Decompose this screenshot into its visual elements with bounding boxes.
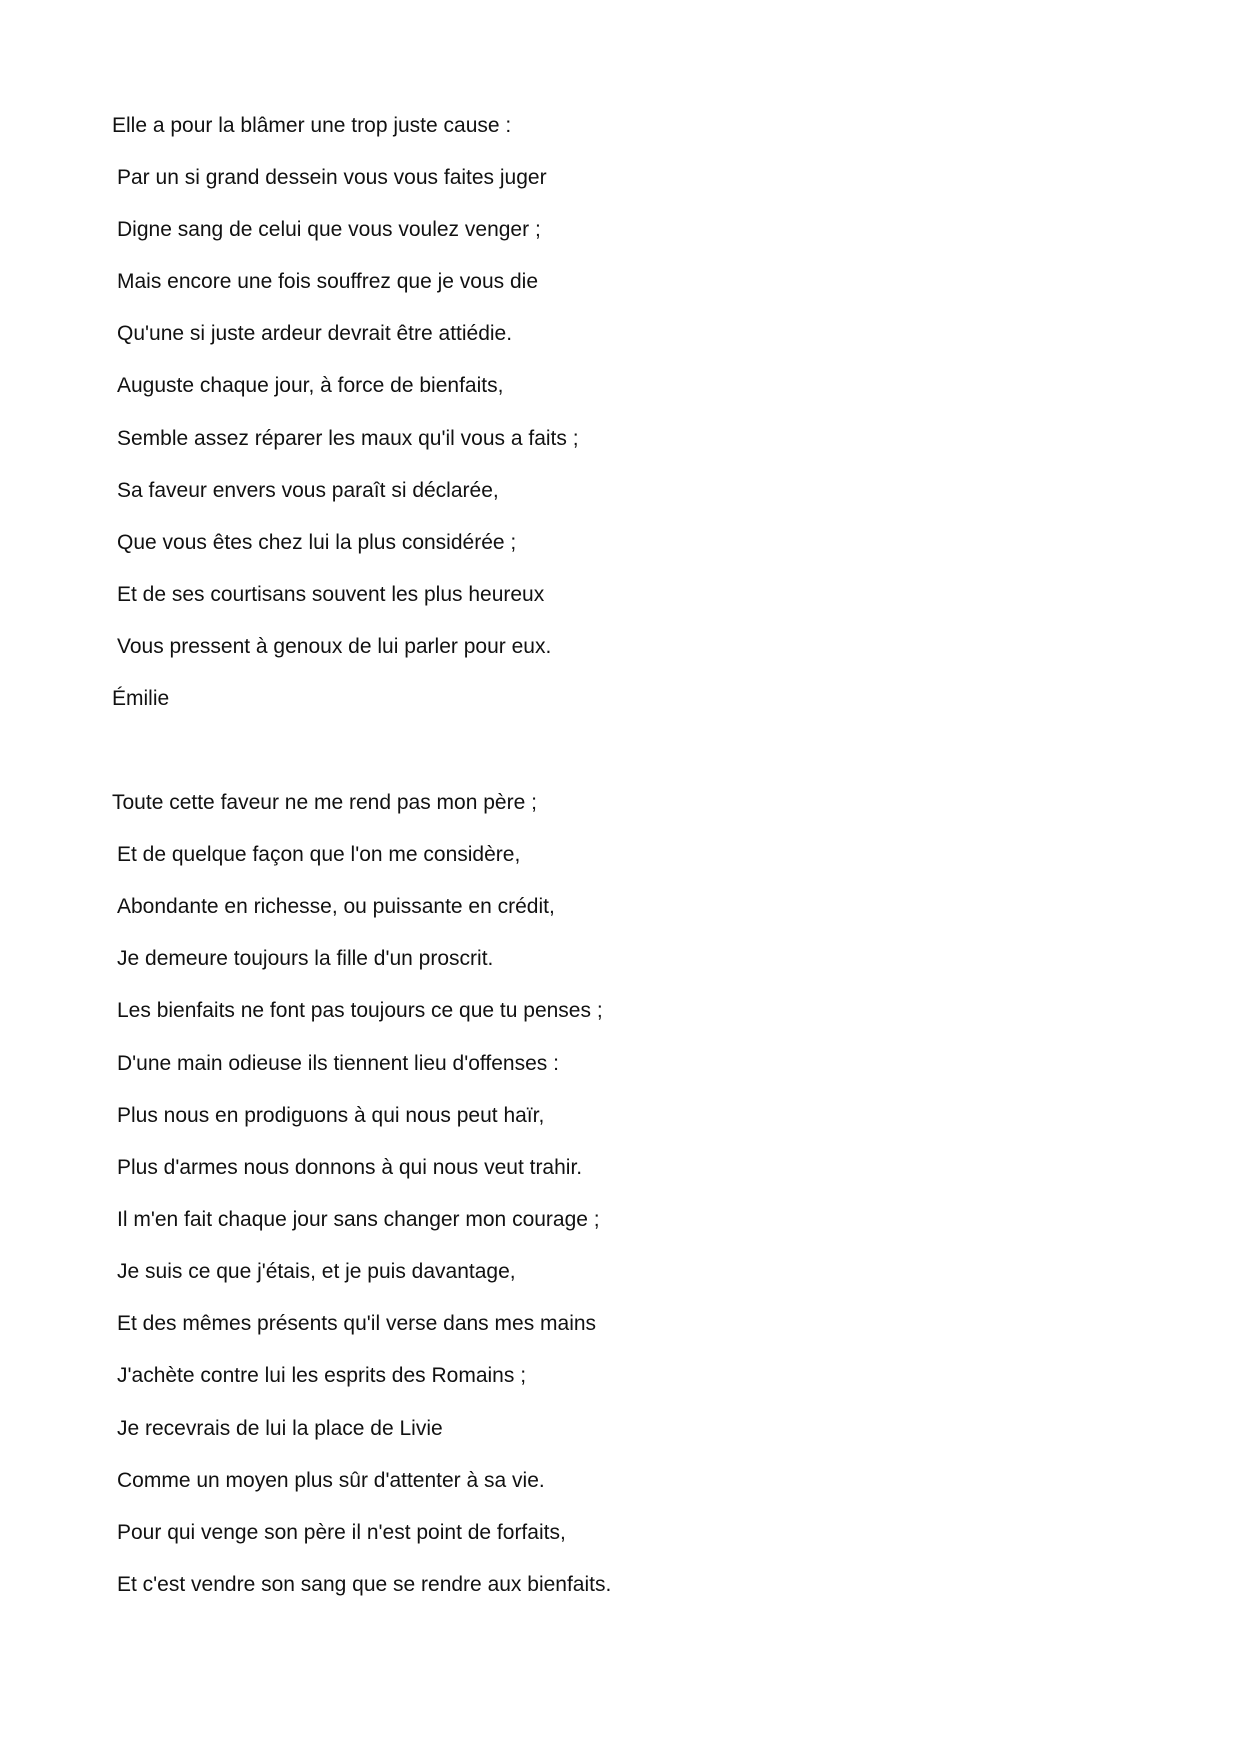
verse-line: Semble assez réparer les maux qu'il vous a faits ; (117, 427, 579, 450)
verse-line: Plus nous en prodiguons à qui nous peut haïr, (117, 1104, 545, 1127)
verse-line: D'une main odieuse ils tiennent lieu d'offenses : (117, 1052, 559, 1075)
verse-line: Et des mêmes présents qu'il verse dans mes mains (117, 1312, 597, 1335)
verse-line: Les bienfaits ne font pas toujours ce que tu penses ; (117, 999, 603, 1022)
verse-line: Mais encore une fois souffrez que je vous die (117, 270, 539, 293)
verse-line: Par un si grand dessein vous vous faites juger (117, 166, 547, 189)
verse-line: Auguste chaque jour, à force de bienfaits, (117, 374, 504, 397)
verse-line: Je demeure toujours la fille d'un proscrit. (117, 947, 494, 970)
verse-line: Qu'une si juste ardeur devrait être attiédie. (117, 322, 513, 345)
verse-line: Digne sang de celui que vous voulez venger ; (117, 218, 541, 241)
verse-line: Plus d'armes nous donnons à qui nous veut trahir. (117, 1156, 583, 1179)
verse-line: Pour qui venge son père il n'est point de forfaits, (117, 1521, 566, 1544)
verse-line: Elle a pour la blâmer une trop juste cause : (112, 114, 512, 137)
verse-line: Il m'en fait chaque jour sans changer mon courage ; (117, 1208, 600, 1231)
verse-line: Abondante en richesse, ou puissante en crédit, (117, 895, 555, 918)
verse-line: Vous pressent à genoux de lui parler pour eux. (117, 635, 552, 658)
verse-line: Toute cette faveur ne me rend pas mon père ; (112, 791, 537, 814)
verse-line: Je recevrais de lui la place de Livie (117, 1417, 443, 1440)
verse-line: Et de ses courtisans souvent les plus heureux (117, 583, 545, 606)
verse-line: J'achète contre lui les esprits des Romains ; (117, 1364, 527, 1387)
verse-line: Comme un moyen plus sûr d'attenter à sa vie. (117, 1469, 545, 1492)
verse-line: Et c'est vendre son sang que se rendre aux bienfaits. (117, 1573, 612, 1596)
verse-line: Je suis ce que j'étais, et je puis davantage, (117, 1260, 516, 1283)
verse-line: Sa faveur envers vous paraît si déclarée, (117, 479, 499, 502)
speaker-name: Émilie (112, 687, 170, 710)
verse-line: Que vous êtes chez lui la plus considérée ; (117, 531, 517, 554)
verse-line: Et de quelque façon que l'on me considère, (117, 843, 521, 866)
